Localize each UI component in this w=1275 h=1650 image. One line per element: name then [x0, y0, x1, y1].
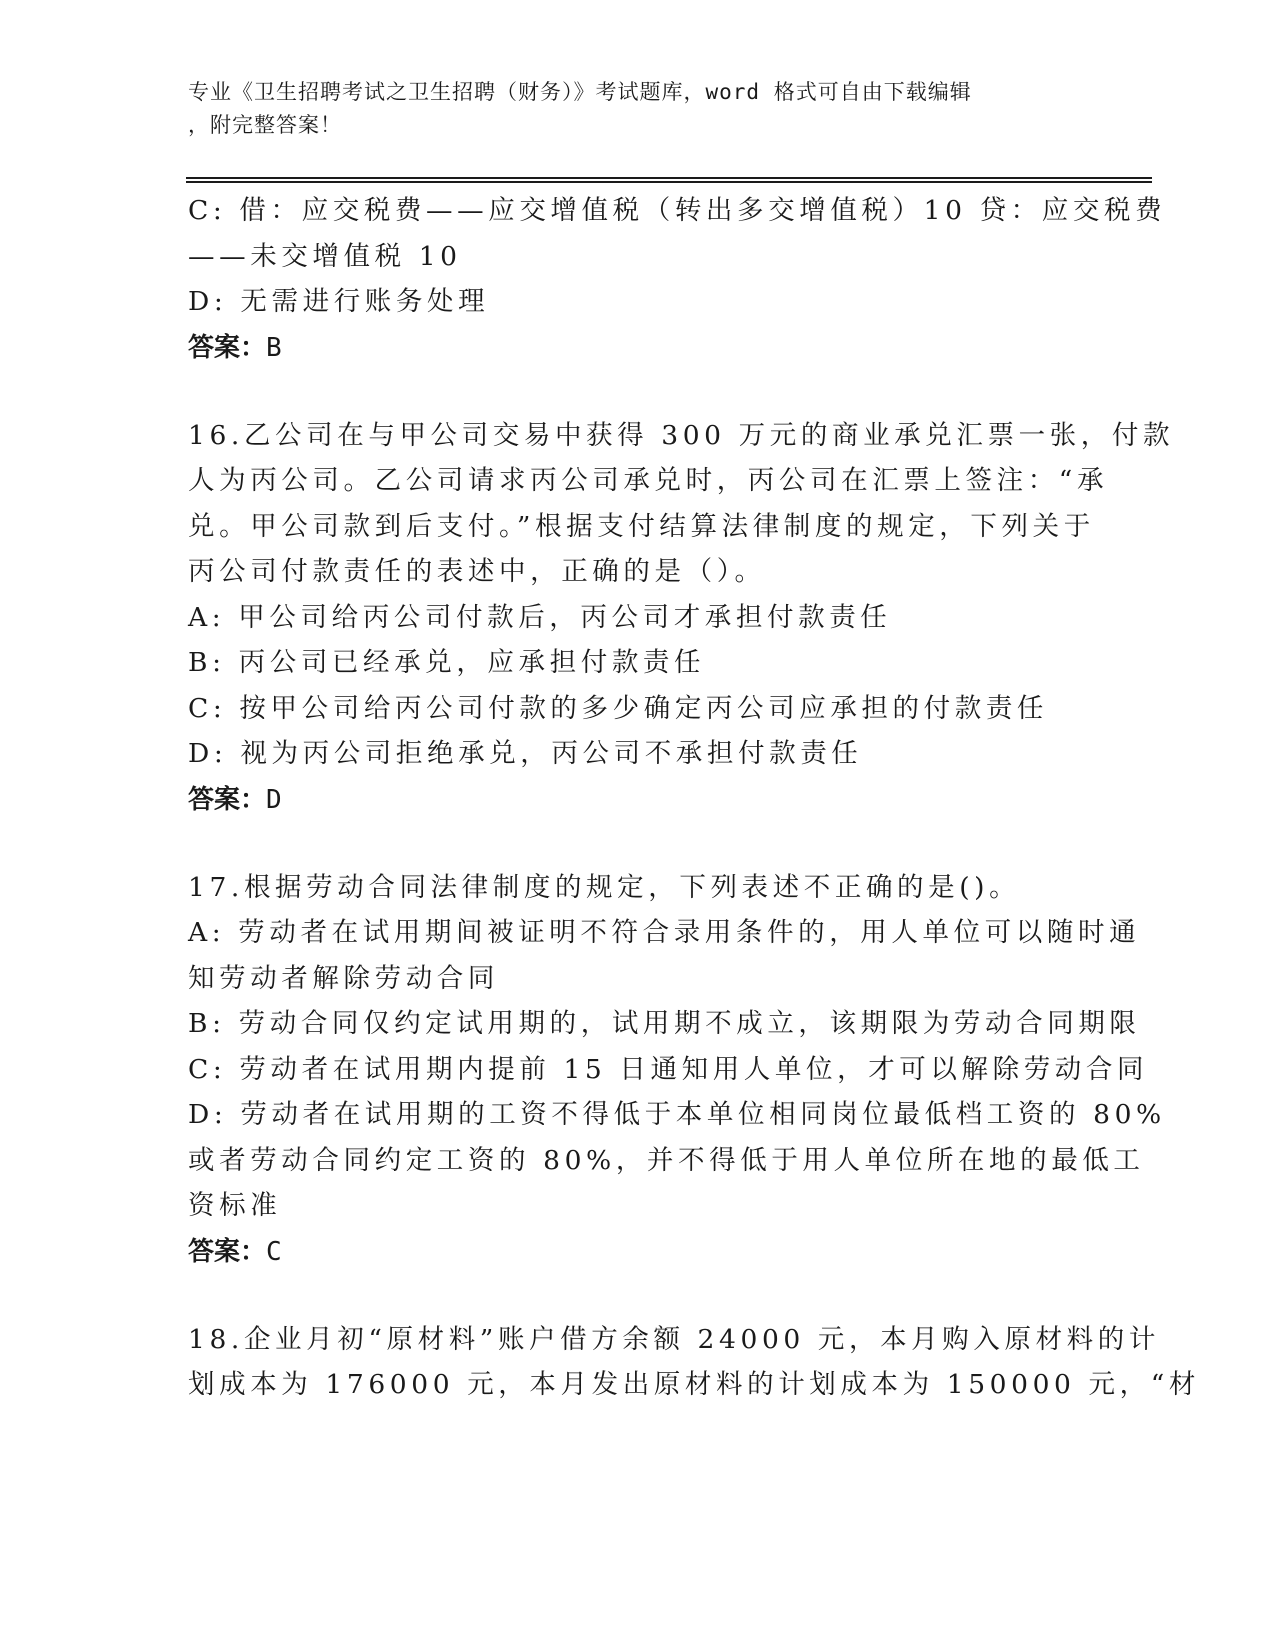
exam-content [188, 188, 1200, 1408]
q17-answer-value: C [266, 1236, 283, 1267]
header-title-line-1: 专业《卫生招聘考试之卫生招聘（财务）》考试题库，word 格式可自由下载编辑 [188, 80, 972, 104]
q17-option-a-line-2: 知劳动者解除劳动合同 [188, 962, 499, 994]
q15-answer-value: B [266, 332, 283, 363]
q16-stem-line-2: 人为丙公司。乙公司请求丙公司承兑时，丙公司在汇票上签注：“承 [188, 465, 1109, 496]
q17-option-a-line-1: A: 劳动者在试用期间被证明不符合录用条件的，用人单位可以随时通 [188, 917, 1141, 948]
q17-answer-label: 答案： [188, 1236, 267, 1267]
q15-answer-label: 答案： [188, 332, 267, 363]
q17-option-d-line-1: D: 劳动者在试用期的工资不得低于本单位相同岗位最低档工资的 80% [188, 1099, 1166, 1130]
header-title-line-2: ，附完整答案！ [188, 113, 342, 137]
q15-option-c-line-2: ——未交增值税 10 [188, 240, 462, 272]
q16-answer-label: 答案： [188, 784, 267, 815]
question-15-tail [188, 188, 1167, 371]
q16-stem-line-1: 16.乙公司在与甲公司交易中获得 300 万元的商业承兑汇票一张，付款 [188, 419, 1175, 451]
q17-option-c: C: 劳动者在试用期内提前 15 日通知用人单位，才可以解除劳动合同 [188, 1053, 1149, 1085]
q16-answer [188, 777, 1088, 823]
q16-answer-value: D [266, 784, 283, 815]
q18-stem-line-1: 18.企业月初“原材料”账户借方余额 24000 元，本月购入原材料的计 [188, 1323, 1160, 1355]
q17-option-d-line-2: 或者劳动合同约定工资的 80%，并不得低于用人单位所在地的最低工 [188, 1144, 1145, 1176]
q17-option-b: B: 劳动合同仅约定试用期的，试用期不成立，该期限为劳动合同期限 [188, 1008, 1141, 1039]
q16-stem-line-4: 丙公司付款责任的表述中，正确的是（）。 [188, 556, 766, 587]
question-17 [188, 865, 1166, 1275]
header-divider [186, 177, 1152, 183]
q15-option-d: D: 无需进行账务处理 [188, 286, 490, 317]
q15-option-c-line-1: C: 借：应交税费——应交增值税（转出多交增值税）10 贷：应交税费 [188, 195, 1167, 226]
q17-stem-line-1: 17.根据劳动合同法律制度的规定，下列表述不正确的是()。 [188, 871, 1021, 903]
q16-option-b: B: 丙公司已经承兑，应承担付款责任 [188, 647, 706, 678]
q18-stem-line-2: 划成本为 176000 元，本月发出原材料的计划成本为 150000 元，“材 [188, 1369, 1200, 1400]
q15-answer [188, 325, 1088, 371]
q17-answer [188, 1229, 1088, 1275]
question-18 [188, 1317, 1200, 1408]
question-16 [188, 413, 1175, 823]
q17-option-d-line-3: 资标准 [188, 1190, 282, 1221]
q16-option-d: D: 视为丙公司拒绝承兑，丙公司不承担付款责任 [188, 738, 863, 769]
q16-option-a: A: 甲公司给丙公司付款后，丙公司才承担付款责任 [188, 601, 892, 633]
q16-option-c: C: 按甲公司给丙公司付款的多少确定丙公司应承担的付款责任 [188, 692, 1049, 724]
q16-stem-line-3: 兑。甲公司款到后支付。”根据支付结算法律制度的规定，下列关于 [188, 510, 1095, 542]
page-header [188, 76, 1068, 142]
